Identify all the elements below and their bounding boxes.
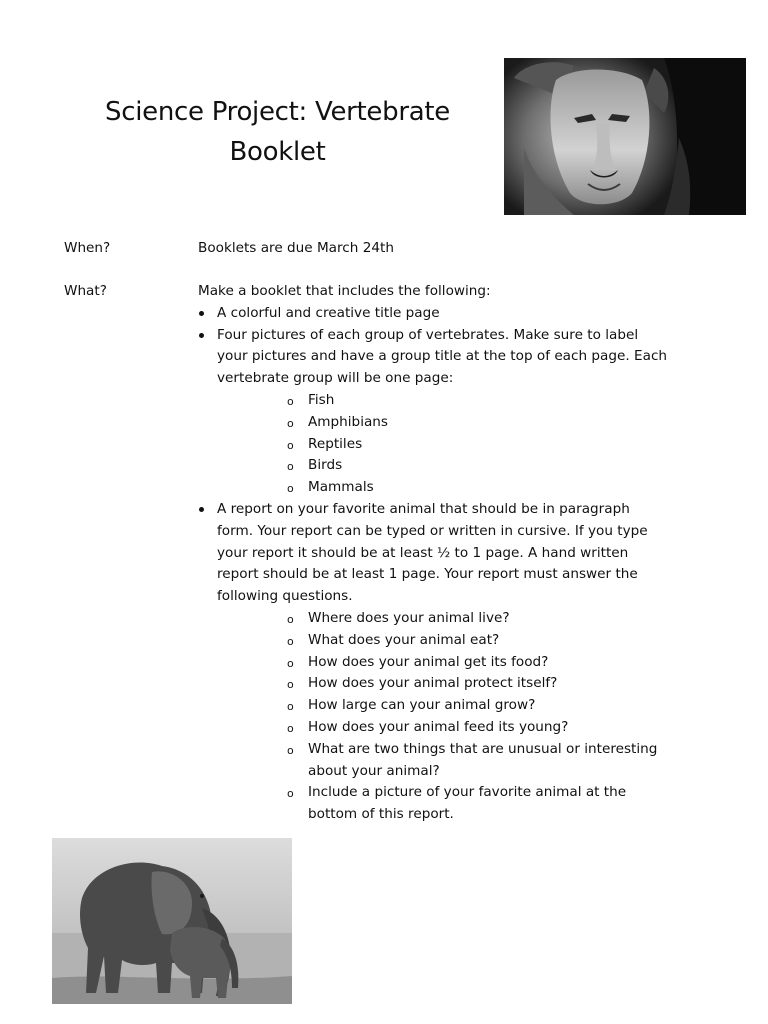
list-item: o Mammals: [217, 477, 668, 499]
list-item: o Reptiles: [217, 434, 668, 456]
list-item: o Amphibians: [217, 412, 668, 434]
list-item: o Fish: [217, 390, 668, 412]
list-item: o What does your animal eat?: [217, 630, 668, 652]
list-item: o How large can your animal grow?: [217, 695, 668, 717]
list-item: o Include a picture of your favorite animal at the bottom of this report.: [217, 782, 668, 826]
requirements-list: [198, 303, 668, 826]
list-item: [198, 325, 668, 499]
vertebrate-groups-list: [217, 390, 668, 499]
list-item: [198, 303, 668, 325]
what-label: What?: [64, 283, 107, 299]
document-title: [70, 92, 485, 172]
lion-photo: [504, 58, 746, 215]
report-questions-list: [217, 608, 668, 826]
elephants-photo: [52, 838, 292, 1004]
what-intro: Make a booklet that includes the following:: [198, 283, 491, 299]
list-item: o How does your animal get its food?: [217, 652, 668, 674]
title-line-2: Booklet: [229, 137, 326, 167]
bullet-text: Four pictures of each group of vertebrates. Make sure to label your pictures and have a group title at the top of each page. Each vertebrate group will be one page:: [217, 326, 668, 387]
when-label: When?: [64, 240, 111, 256]
list-item: o Birds: [217, 455, 668, 477]
bullet-text: A report on your favorite animal that should be in paragraph form. Your report can be typed or written in cursive. If you type your report it should be at least ½ to 1 page. A hand written report should be at least 1 page. Your report must answer the following questions.: [217, 500, 648, 605]
bullet-text: A colorful and creative title page: [217, 304, 440, 321]
list-item: o Where does your animal live?: [217, 608, 668, 630]
list-item: [198, 499, 668, 826]
list-item: o What are two things that are unusual or interesting about your animal?: [217, 739, 668, 783]
list-item: o How does your animal protect itself?: [217, 673, 668, 695]
title-line-1: Science Project: Vertebrate: [105, 97, 450, 127]
list-item: o How does your animal feed its young?: [217, 717, 668, 739]
what-section: [198, 281, 668, 826]
when-value: Booklets are due March 24th: [198, 240, 394, 256]
